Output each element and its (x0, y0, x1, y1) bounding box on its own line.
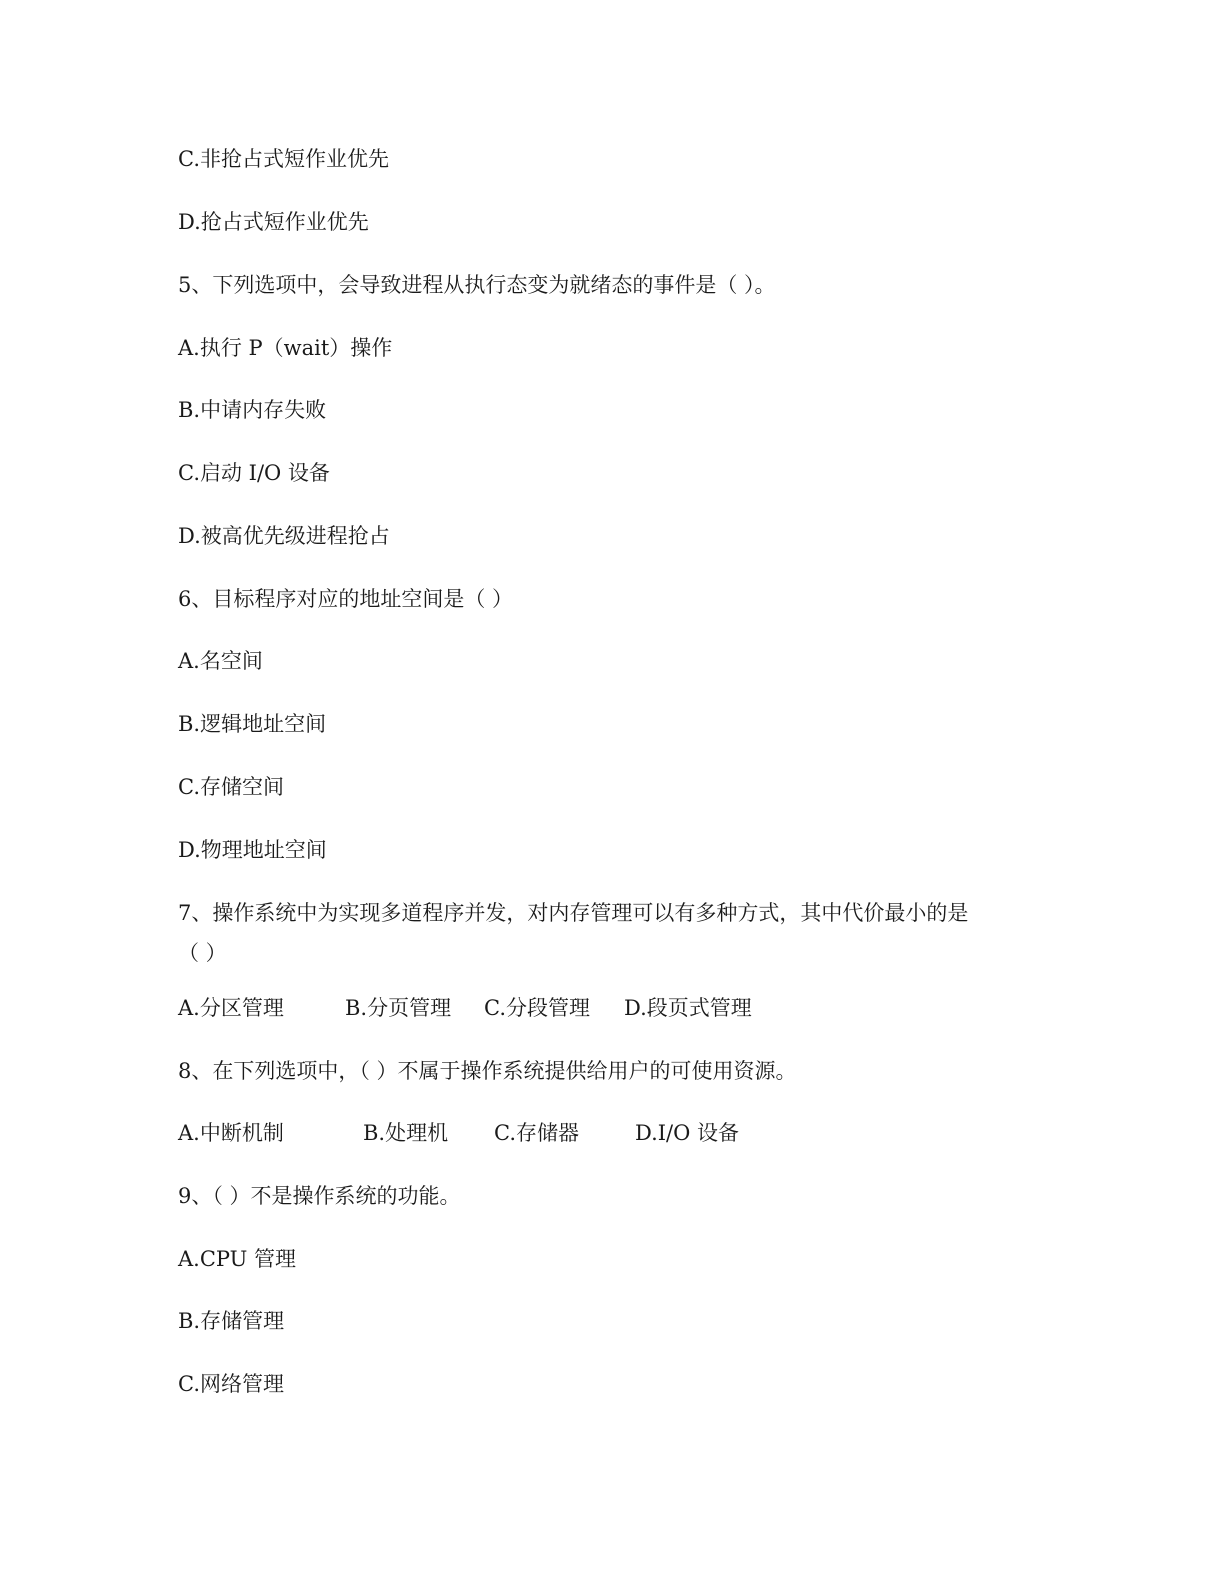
q5-option-c: C.启动 I/O 设备 (178, 461, 330, 485)
q4-option-c: C.非抢占式短作业优先 (178, 147, 389, 171)
q4-option-d: D.抢占式短作业优先 (178, 210, 369, 234)
q6-option-a: A.名空间 (178, 649, 263, 673)
q6-option-d: D.物理地址空间 (178, 838, 327, 862)
question-9: 9、（ ）不是操作系统的功能。 (178, 1184, 461, 1208)
q9-option-c: C.网络管理 (178, 1372, 284, 1396)
q7-option-a: A.分区管理 (178, 996, 284, 1020)
q6-option-c: C.存储空间 (178, 775, 284, 799)
question-7-answer-blank: （ ） (178, 941, 227, 965)
q6-option-b: B.逻辑地址空间 (178, 712, 327, 736)
q5-option-a: A.执行 P（wait）操作 (178, 336, 393, 360)
q8-option-a: A.中断机制 (178, 1121, 284, 1145)
q7-option-c: C.分段管理 (484, 996, 590, 1020)
q5-option-d: D.被高优先级进程抢占 (178, 524, 390, 548)
q9-option-a: A.CPU 管理 (178, 1247, 297, 1271)
q7-option-d: D.段页式管理 (624, 996, 752, 1020)
question-6: 6、目标程序对应的地址空间是（ ） (178, 587, 514, 611)
question-8: 8、在下列选项中，（ ）不属于操作系统提供给用户的可使用资源。 (178, 1059, 797, 1083)
q7-option-b: B.分页管理 (345, 996, 452, 1020)
question-5: 5、下列选项中，会导致进程从执行态变为就绪态的事件是（ ）。 (178, 273, 776, 297)
q9-option-b: B.存储管理 (178, 1309, 285, 1333)
question-7: 7、操作系统中为实现多道程序并发，对内存管理可以有多种方式，其中代价最小的是 (178, 901, 969, 925)
q5-option-b: B.中请内存失败 (178, 398, 327, 422)
q8-option-d: D.I/O 设备 (635, 1121, 740, 1145)
q8-option-b: B.处理机 (363, 1121, 449, 1145)
q8-option-c: C.存储器 (494, 1121, 579, 1145)
